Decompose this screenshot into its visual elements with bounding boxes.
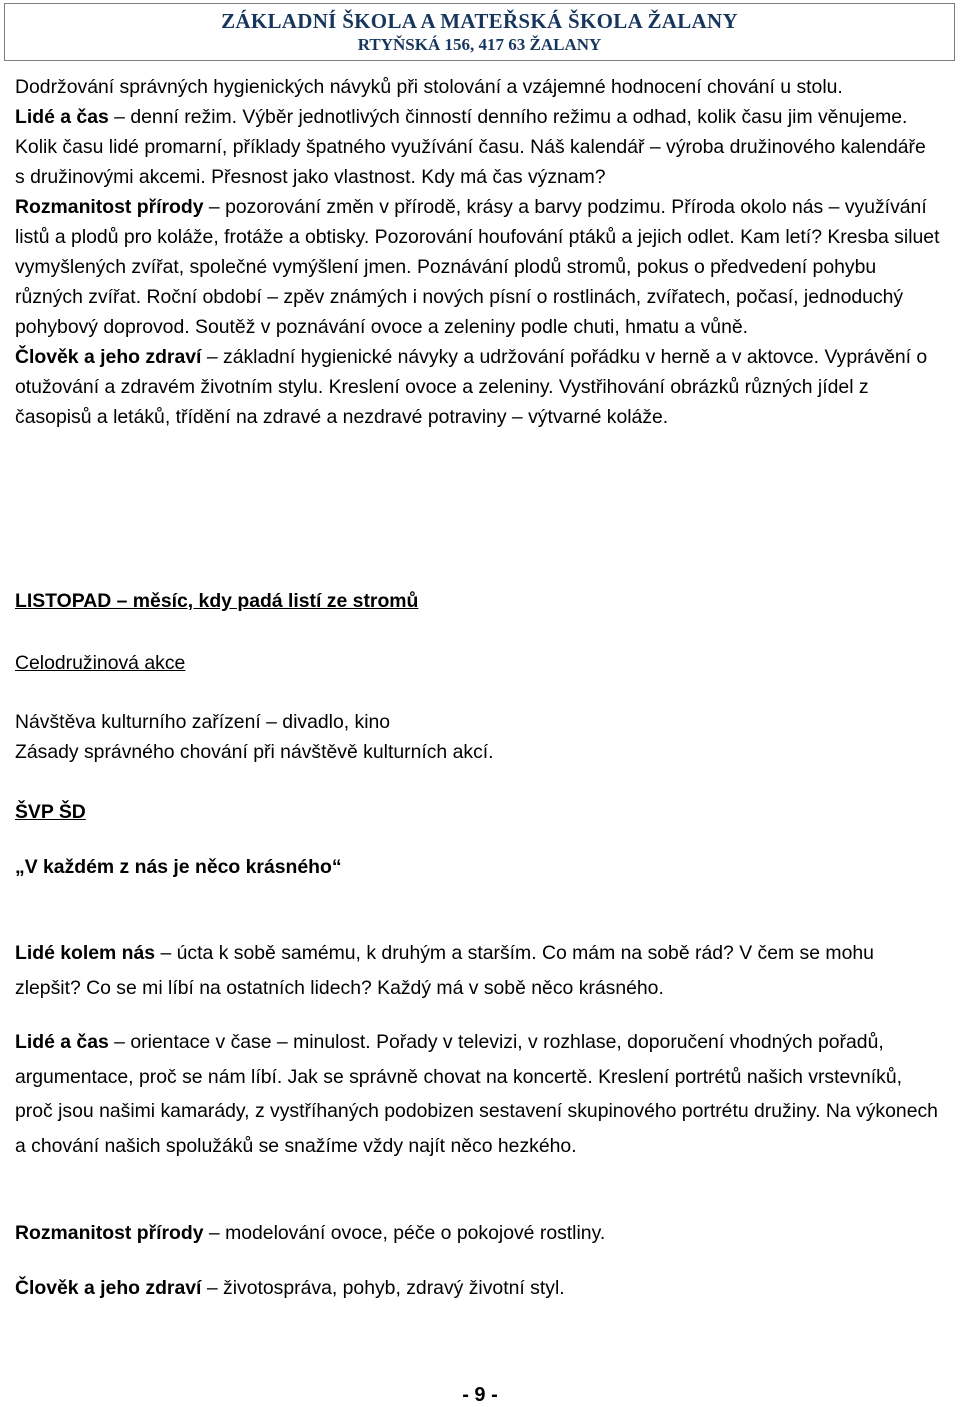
listopad-paragraph-3: [15, 1218, 940, 1248]
listopad-paragraph-2: [15, 1025, 940, 1163]
listopad-paragraph-4: [15, 1273, 940, 1303]
school-address: RTYŇSKÁ 156, 417 63 ŽALANY: [357, 35, 602, 54]
intro-section: [15, 72, 940, 432]
intro-paragraph-3-label: Rozmanitost přírody: [15, 196, 204, 218]
listopad-paragraph-2-text: – orientace v čase – minulost. Pořady v televizi, v rozhlase, doporučení vhodných pořadů, argumentace, proč se nám líbí. Jak se správně chovat na koncertě. Kreslení portrétů našich vrstevníků, proč jsou našimi kamarády, z vystříhaných podobizen sestavení skupinového portrétu družiny. Na výkonech a chování našich spolužáků se snažíme vždy najít něco hezkého.: [15, 1031, 938, 1157]
school-name: ZÁKLADNÍ ŠKOLA A MATEŘSKÁ ŠKOLA ŽALANY: [221, 9, 738, 33]
document-header: [4, 3, 955, 61]
intro-paragraph-1: Dodržování správných hygienických návyků při stolování a vzájemné hodnocení chování u stolu.: [15, 76, 843, 98]
celodruzinova-heading: Celodružinová akce: [15, 652, 186, 674]
intro-paragraph-3-text: – pozorování změn v přírodě, krásy a barvy podzimu. Příroda okolo nás – využívání listů a plodů pro koláže, frotáže a obtisky. Pozorování houfování ptáků a jejich odlet. Kam letí? Kresba siluet vymyšlených zvířat, společné vymýšlení jmen. Poznávání plodů stromů, pokus o předvedení pohybu různých zvířat. Roční období – zpěv známých i nových písní o rostlinách, zvířatech, počasí, jednoduchý pohybový doprovod. Soutěž v poznávání ovoce a zeleniny podle chuti, hmatu a vůně.: [15, 196, 940, 338]
svp-heading: ŠVP ŠD: [15, 801, 86, 823]
intro-paragraph-2-text: – denní režim. Výběr jednotlivých činností denního režimu a odhad, kolik času jim věnujeme. Kolik času lidé promarní, příklady špatného využívání času. Náš kalendář – výroba družinového kalendáře s družinovými akcemi. Přesnost jako vlastnost. Kdy má čas význam?: [15, 106, 926, 188]
listopad-paragraph-1-text: – úcta k sobě samému, k druhým a starším. Co mám na sobě rád? V čem se mohu zlepšit? Co se mi líbí na ostatních lidech? Každý má v sobě něco krásného.: [15, 942, 874, 999]
listopad-paragraph-3-text: – modelování ovoce, péče o pokojové rostliny.: [203, 1222, 606, 1244]
intro-paragraph-3: [15, 192, 940, 342]
listopad-paragraph-4-text: – životospráva, pohyb, zdravý životní styl.: [201, 1277, 565, 1299]
intro-paragraph-4-text: – základní hygienické návyky a udržování pořádku v herně a v aktovce. Vyprávění o otužování a zdravém životním stylu. Kreslení ovoce a zeleniny. Vystřihování obrázků různých jídel z časopisů a letáků, třídění na zdravé a nezdravé potraviny – výtvarné koláže.: [15, 346, 928, 428]
celodruzinova-line-1: Návštěva kulturního zařízení – divadlo, kino: [15, 711, 391, 733]
page-number: - 9 -: [462, 1384, 498, 1406]
celodruzinova-line-2: Zásady správného chování při návštěvě kulturních akcí.: [15, 741, 494, 763]
intro-paragraph-4: [15, 342, 940, 432]
month-heading: LISTOPAD – měsíc, kdy padá listí ze stromů: [15, 590, 419, 612]
listopad-paragraph-1-label: Lidé kolem nás: [15, 942, 156, 964]
listopad-paragraph-2-label: Lidé a čas: [15, 1031, 109, 1053]
listopad-paragraph-4-label: Člověk a jeho zdraví: [15, 1277, 202, 1299]
intro-paragraph-4-label: Člověk a jeho zdraví: [15, 346, 202, 368]
intro-paragraph-2: [15, 102, 940, 192]
intro-paragraph-2-label: Lidé a čas: [15, 106, 109, 128]
listopad-paragraph-1: [15, 936, 940, 1005]
listopad-paragraph-3-label: Rozmanitost přírody: [15, 1222, 204, 1244]
theme-title: „V každém z nás je něco krásného“: [15, 856, 342, 878]
